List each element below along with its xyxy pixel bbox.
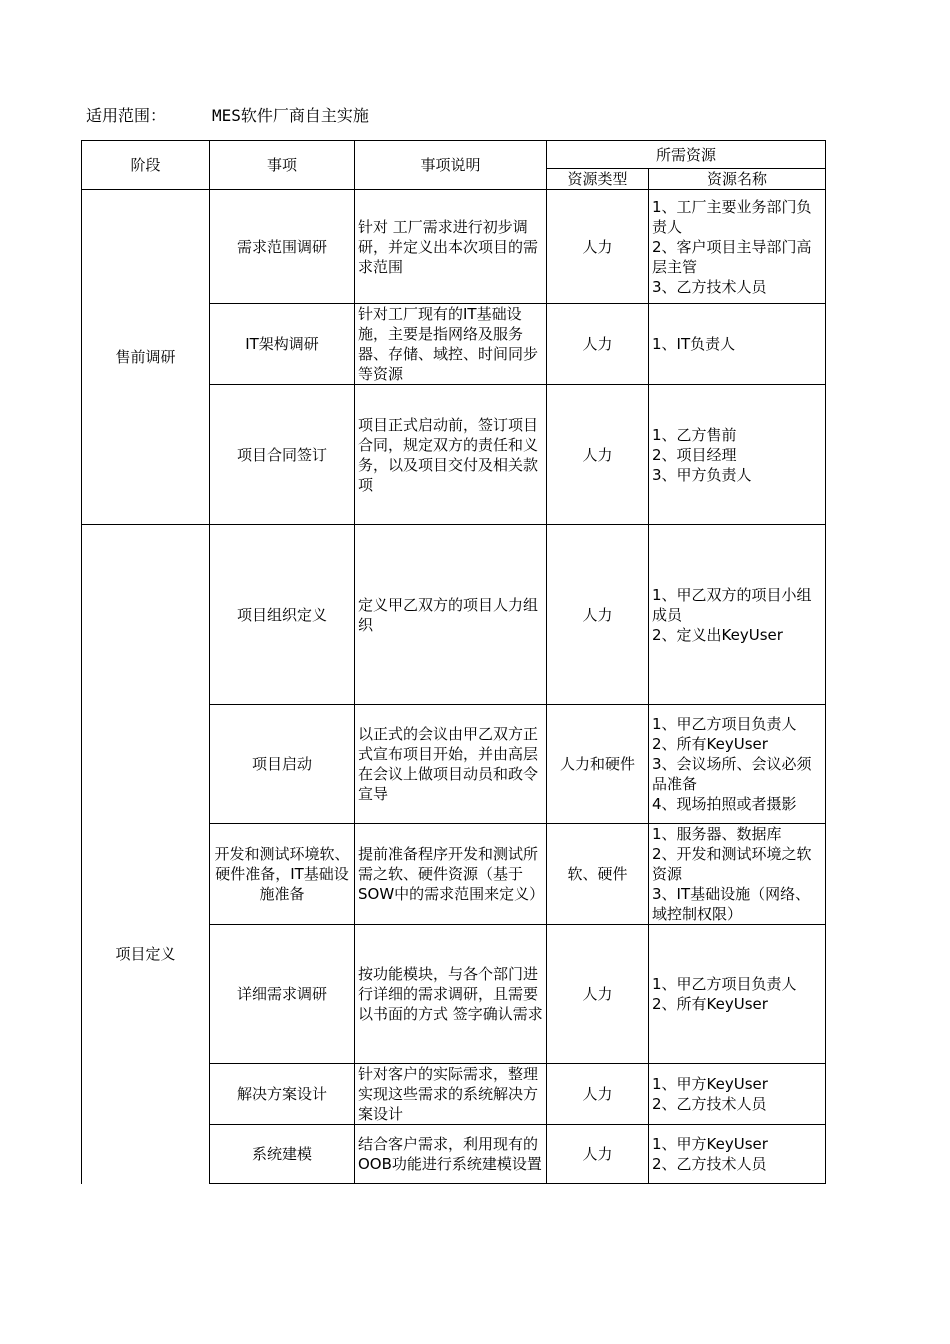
resource-type-cell: 人力 — [547, 1125, 649, 1184]
header-stage: 阶段 — [82, 141, 210, 190]
stage-cell: 项目定义 — [82, 525, 210, 1184]
table-row — [82, 525, 826, 705]
resource-type-cell: 人力 — [547, 385, 649, 525]
description-cell: 按功能模块，与各个部门进行详细的需求调研，且需要以书面的方式 签字确认需求 — [355, 925, 547, 1064]
resource-name-cell: 1、IT负责人 — [649, 304, 826, 385]
resource-name-cell: 1、甲乙双方的项目小组成员 2、定义出KeyUser — [649, 525, 826, 705]
description-cell: 针对工厂现有的IT基础设施，主要是指网络及服务器、存储、域控、时间同步等资源 — [355, 304, 547, 385]
stage-cell: 售前调研 — [82, 190, 210, 525]
header-resource-type: 资源类型 — [547, 169, 649, 190]
resource-type-cell: 软、硬件 — [547, 824, 649, 925]
resource-name-cell: 1、乙方售前 2、项目经理 3、甲方负责人 — [649, 385, 826, 525]
header-resources: 所需资源 — [547, 141, 826, 169]
resource-type-cell: 人力和硬件 — [547, 705, 649, 824]
item-cell: 详细需求调研 — [210, 925, 355, 1064]
item-cell: 项目合同签订 — [210, 385, 355, 525]
description-cell: 针对客户的实际需求，整理实现这些需求的系统解决方案设计 — [355, 1064, 547, 1125]
table-row — [82, 190, 826, 304]
resource-type-cell: 人力 — [547, 925, 649, 1064]
resource-name-cell: 1、甲方KeyUser 2、乙方技术人员 — [649, 1125, 826, 1184]
resource-name-cell: 1、甲乙方项目负责人 2、所有KeyUser — [649, 925, 826, 1064]
header-item: 事项 — [210, 141, 355, 190]
description-cell: 结合客户需求，利用现有的OOB功能进行系统建模设置 — [355, 1125, 547, 1184]
description-cell: 提前准备程序开发和测试所需之软、硬件资源（基于SOW中的需求范围来定义） — [355, 824, 547, 925]
plan-table — [81, 140, 826, 1184]
resource-type-cell: 人力 — [547, 525, 649, 705]
resource-type-cell: 人力 — [547, 190, 649, 304]
resource-name-cell: 1、甲乙方项目负责人 2、所有KeyUser 3、会议场所、会议必须品准备 4、现场拍照或者摄影 — [649, 705, 826, 824]
description-cell: 针对 工厂需求进行初步调研，并定义出本次项目的需求范围 — [355, 190, 547, 304]
item-cell: 需求范围调研 — [210, 190, 355, 304]
item-cell: 解决方案设计 — [210, 1064, 355, 1125]
item-cell: IT架构调研 — [210, 304, 355, 385]
header-description: 事项说明 — [355, 141, 547, 190]
resource-name-cell: 1、甲方KeyUser 2、乙方技术人员 — [649, 1064, 826, 1125]
description-cell: 以正式的会议由甲乙双方正式宣布项目开始，并由高层在会议上做项目动员和政令宣导 — [355, 705, 547, 824]
resource-type-cell: 人力 — [547, 304, 649, 385]
header-row — [82, 141, 826, 169]
resource-name-cell: 1、工厂主要业务部门负责人 2、客户项目主导部门高层主管 3、乙方技术人员 — [649, 190, 826, 304]
item-cell: 开发和测试环境软、硬件准备，IT基础设施准备 — [210, 824, 355, 925]
item-cell: 系统建模 — [210, 1125, 355, 1184]
item-cell: 项目组织定义 — [210, 525, 355, 705]
header-resource-name: 资源名称 — [649, 169, 826, 190]
scope-label: 适用范围： — [86, 106, 167, 125]
description-cell: 定义甲乙双方的项目人力组织 — [355, 525, 547, 705]
description-cell: 项目正式启动前，签订项目合同，规定双方的责任和义务，以及项目交付及相关款项 — [355, 385, 547, 525]
resource-name-cell: 1、服务器、数据库 2、开发和测试环境之软资源 3、IT基础设施（网络、域控制权限） — [649, 824, 826, 925]
scope-line — [86, 103, 369, 126]
item-cell: 项目启动 — [210, 705, 355, 824]
scope-value: MES软件厂商自主实施 — [212, 106, 369, 125]
resource-type-cell: 人力 — [547, 1064, 649, 1125]
